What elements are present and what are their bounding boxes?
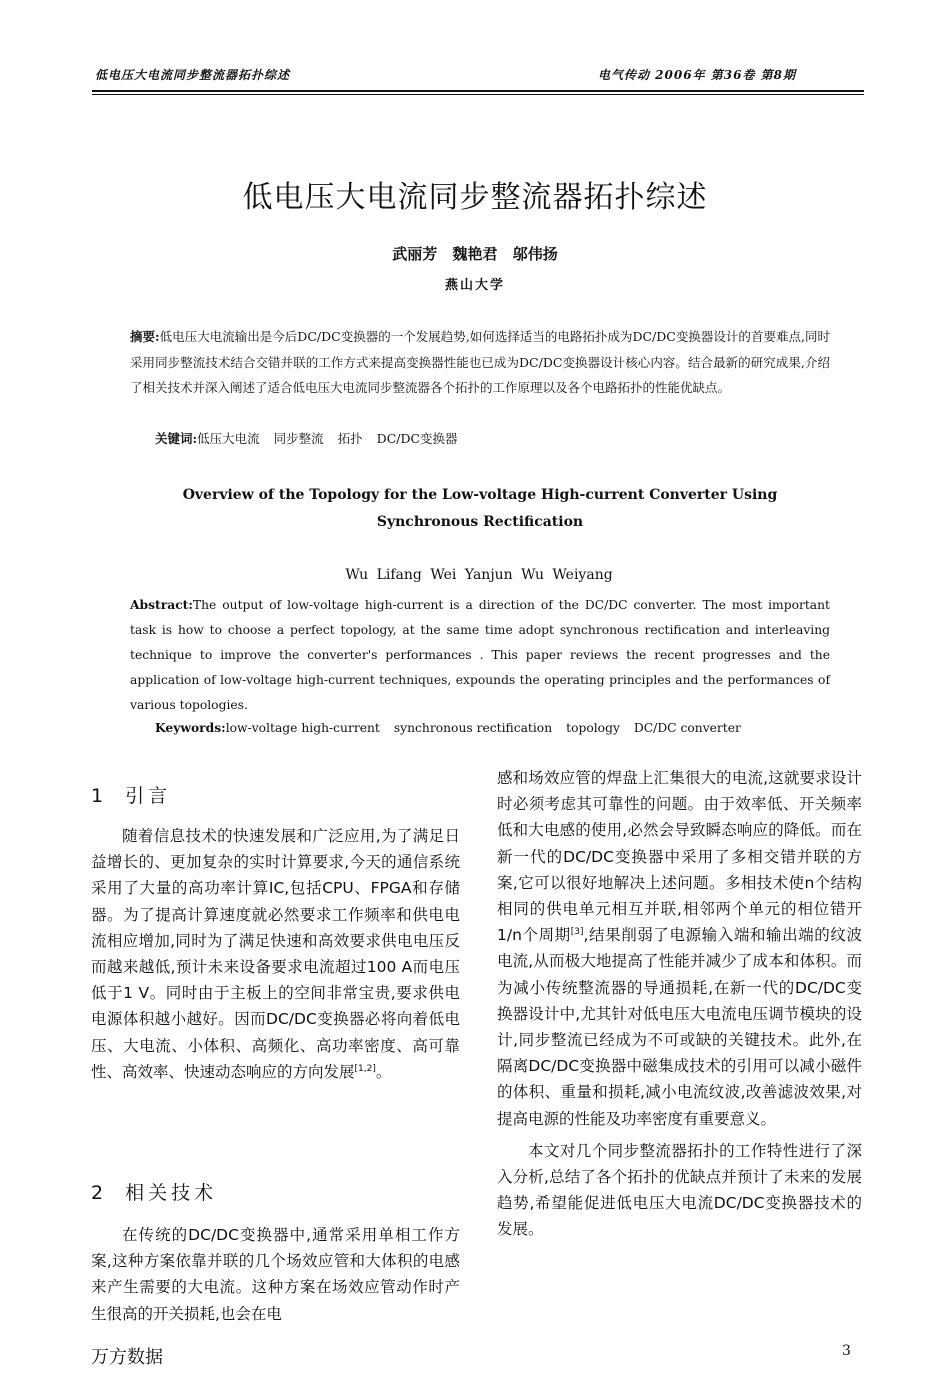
english-abstract [130, 592, 830, 718]
paragraph-end: 。 [375, 1062, 392, 1081]
keyword: 拓扑 [337, 431, 363, 446]
header-rule [92, 90, 864, 92]
keyword: synchronous rectification [393, 721, 553, 735]
keyword: low-voltage high-current [225, 721, 380, 735]
section-1-body [91, 823, 460, 1085]
citation: [1,2] [354, 1063, 376, 1074]
english-title: Overview of the Topology for the Low-voltage High-current Converter Using Synchronous Rectification [182, 487, 778, 530]
header-rule-thin [92, 94, 864, 95]
section-2-heading [91, 1180, 460, 1207]
abstract-text: 低电压大电流输出是今后DC/DC变换器的一个发展趋势,如何选择适当的电路拓扑成为DC/DC变换器设计的首要难点,同时采用同步整流技术结合交错并联的工作方式来提高变换器性能也已成为DC/DC变换器设计核心内容。结合最新的研究成果,介绍了相关技术并深入阐述了适合低电压大电流同步整流器各个拓扑的工作原理以及各个电路拓扑的性能优缺点。 [130, 329, 830, 395]
citation: [3] [570, 927, 584, 938]
paper-title: 低电压大电流同步整流器拓扑综述 [242, 180, 708, 215]
keyword: 同步整流 [273, 431, 324, 446]
affiliation: 燕山大学 [444, 278, 505, 293]
authors: 武丽芳 魏艳君 邬伟扬 [392, 245, 558, 263]
english-abstract-label: Abstract: [130, 597, 193, 612]
footer-source: 万方数据 [91, 1347, 163, 1368]
chinese-abstract [130, 324, 830, 401]
paragraph-text: 在传统的DC/DC变换器中,通常采用单相工作方案,这种方案依靠并联的几个场效应管和大体积的电感来产生需要的大电流。这种方案在场效应管动作时产生很高的开关损耗,也会在电 [91, 1226, 460, 1323]
keyword: DC/DC converter [633, 721, 741, 735]
keyword: DC/DC变换器 [376, 431, 458, 446]
section-1-heading [91, 783, 460, 810]
section-number: 1 [91, 785, 104, 807]
section-2-body [91, 1222, 460, 1327]
english-authors: Wu Lifang Wei Yanjun Wu Weiyang [345, 567, 613, 583]
keyword: topology [566, 721, 620, 735]
chinese-keywords [155, 429, 472, 447]
abstract-label: 摘要: [130, 329, 160, 344]
running-header-journal: 电气传动 2006年 第36卷 第8期 [598, 68, 796, 82]
right-column [497, 765, 862, 1243]
paragraph-text: 随着信息技术的快速发展和广泛应用,为了满足日益增长的、更加复杂的实时计算要求,今天的通信系统采用了大量的高功率计算IC,包括CPU、FPGA和存储器。为了提高计算速度就必然要求工作频率和供电电流相应增加,同时为了满足快速和高效要求供电电压反而越来越低,预计未来设备要求电流超过100 A而电压低于1 V。同时由于主板上的空间非常宝贵,要求供电电源体积越小越好。因而DC/DC变换器必将向着低电压、大电流、小体积、高频化、高功率密度、高可靠性、高效率、快速动态响应的方向发展 [91, 827, 460, 1081]
running-header-title: 低电压大电流同步整流器拓扑综述 [95, 68, 291, 82]
keywords-label: 关键词: [155, 431, 198, 446]
english-abstract-text: The output of low-voltage high-current is a direction of the DC/DC converter. The most important task is how to choose a perfect topology, at the same time adopt synchronous rectification and interleaving technique to improve the converter's performances . This paper reviews the recent progresses and the application of low-voltage high-current techniques, expounds the operating principles and the performances of various topologies. [130, 598, 830, 712]
page-number: 3 [842, 1343, 851, 1359]
section-title: 相关技术 [125, 1182, 218, 1204]
paragraph-text: 感和场效应管的焊盘上汇集很大的电流,这就要求设计时必须考虑其可靠性的问题。由于效率低、开关频率低和大电感的使用,必然会导致瞬态响应的降低。而在新一代的DC/DC变换器中采用了多相交错并联的方案,它可以很好地解决上述问题。多相技术使n个结构相同的供电单元相互并联,相邻两个单元的相位错开1/n个周期 [497, 769, 862, 945]
english-keywords [155, 720, 755, 735]
section-number: 2 [91, 1182, 104, 1204]
section-title: 引言 [125, 785, 172, 807]
paragraph-text: 本文对几个同步整流器拓扑的工作特性进行了深入分析,总结了各个拓扑的优缺点并预计了未来的发展趋势,希望能促进低电压大电流DC/DC变换器技术的发展。 [497, 1141, 862, 1239]
keyword: 低压大电流 [197, 431, 260, 446]
paragraph-text: ,结果削弱了电源输入端和输出端的纹波电流,从而极大地提高了性能并减少了成本和体积。而为减小传统整流器的导通损耗,在新一代的DC/DC变换器设计中,尤其针对低电压大电流电压调节模块的设计,同步整流已经成为不可或缺的关键技术。此外,在隔离DC/DC变换器中磁集成技术的引用可以减小磁件的体积、重量和损耗,减小电流纹波,改善滤波效果,对提高电源的性能及功率密度有重要意义。 [497, 926, 862, 1128]
english-keywords-label: Keywords: [155, 720, 226, 735]
